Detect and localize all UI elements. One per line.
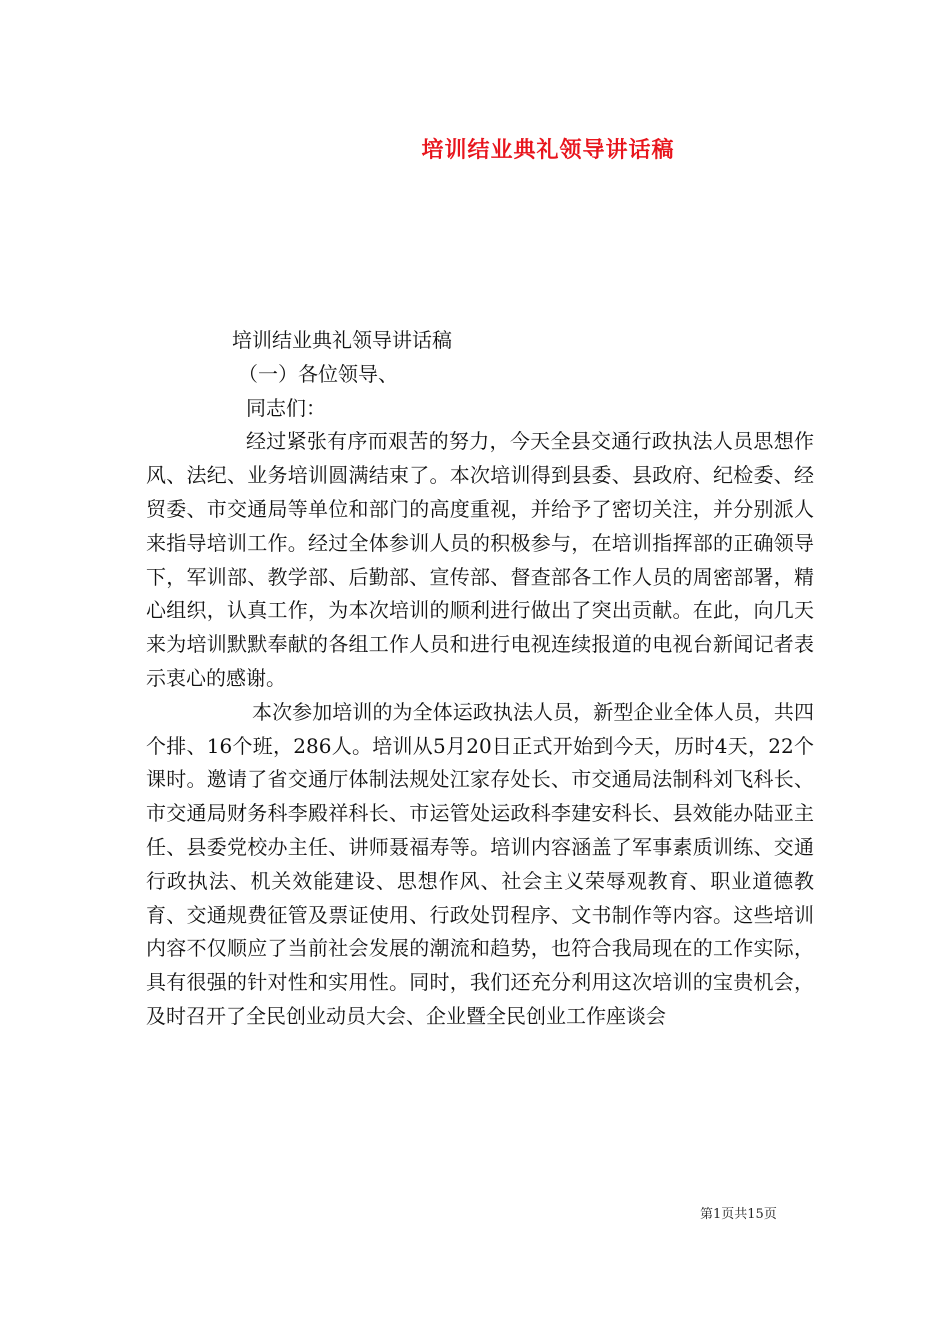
page-number-footer: 第1页共15页 [700, 1207, 777, 1222]
body-paragraph: 本次参加培训的为全体运政执法人员，新型企业全体人员，共四个排、16个班，286人。培训从5月20日正式开始到今天，历时4天，22个课时。邀请了省交通厅体制法规处江家存处长、市交通局法制科刘飞科长、市交通局财务科李殿祥科长、市运管处运政科李建安科长、县效能办陆亚主任、县委党校办主任、讲师聂福寿等。培训内容涵盖了军事素质训练、交通行政执法、机关效能建设、思想作风、社会主义荣辱观教育、职业道德教育、交通规费征管及票证使用、行政处罚程序、文书制作等内容。这些培训内容不仅顺应了当前社会发展的潮流和趋势，也符合我局现在的工作实际，具有很强的针对性和实用性。同时，我们还充分利用这次培训的宝贵机会，及时召开了全民创业动员大会、企业暨全民创业工作座谈会 [146, 699, 814, 1028]
document-body [146, 324, 814, 1034]
document-subtitle: 培训结业典礼领导讲话稿 [232, 328, 452, 352]
body-paragraph: 经过紧张有序而艰苦的努力，今天全县交通行政执法人员思想作风、法纪、业务培训圆满结束了。本次培训得到县委、县政府、纪检委、经贸委、市交通局等单位和部门的高度重视，并给予了密切关注，并分别派人来指导培训工作。经过全体参训人员的积极参与，在培训指挥部的正确领导下，军训部、教学部、后勤部、宣传部、督查部各工作人员的周密部署，精心组织，认真工作，为本次培训的顺利进行做出了突出贡献。在此，向几天来为培训默默奉献的各组工作人员和进行电视连续报道的电视台新闻记者表示衷心的感谢。 [146, 429, 814, 690]
section-heading: （一）各位领导、 [238, 361, 398, 386]
salutation: 同志们： [246, 395, 326, 420]
page-title: 培训结业典礼领导讲话稿 [421, 138, 675, 163]
